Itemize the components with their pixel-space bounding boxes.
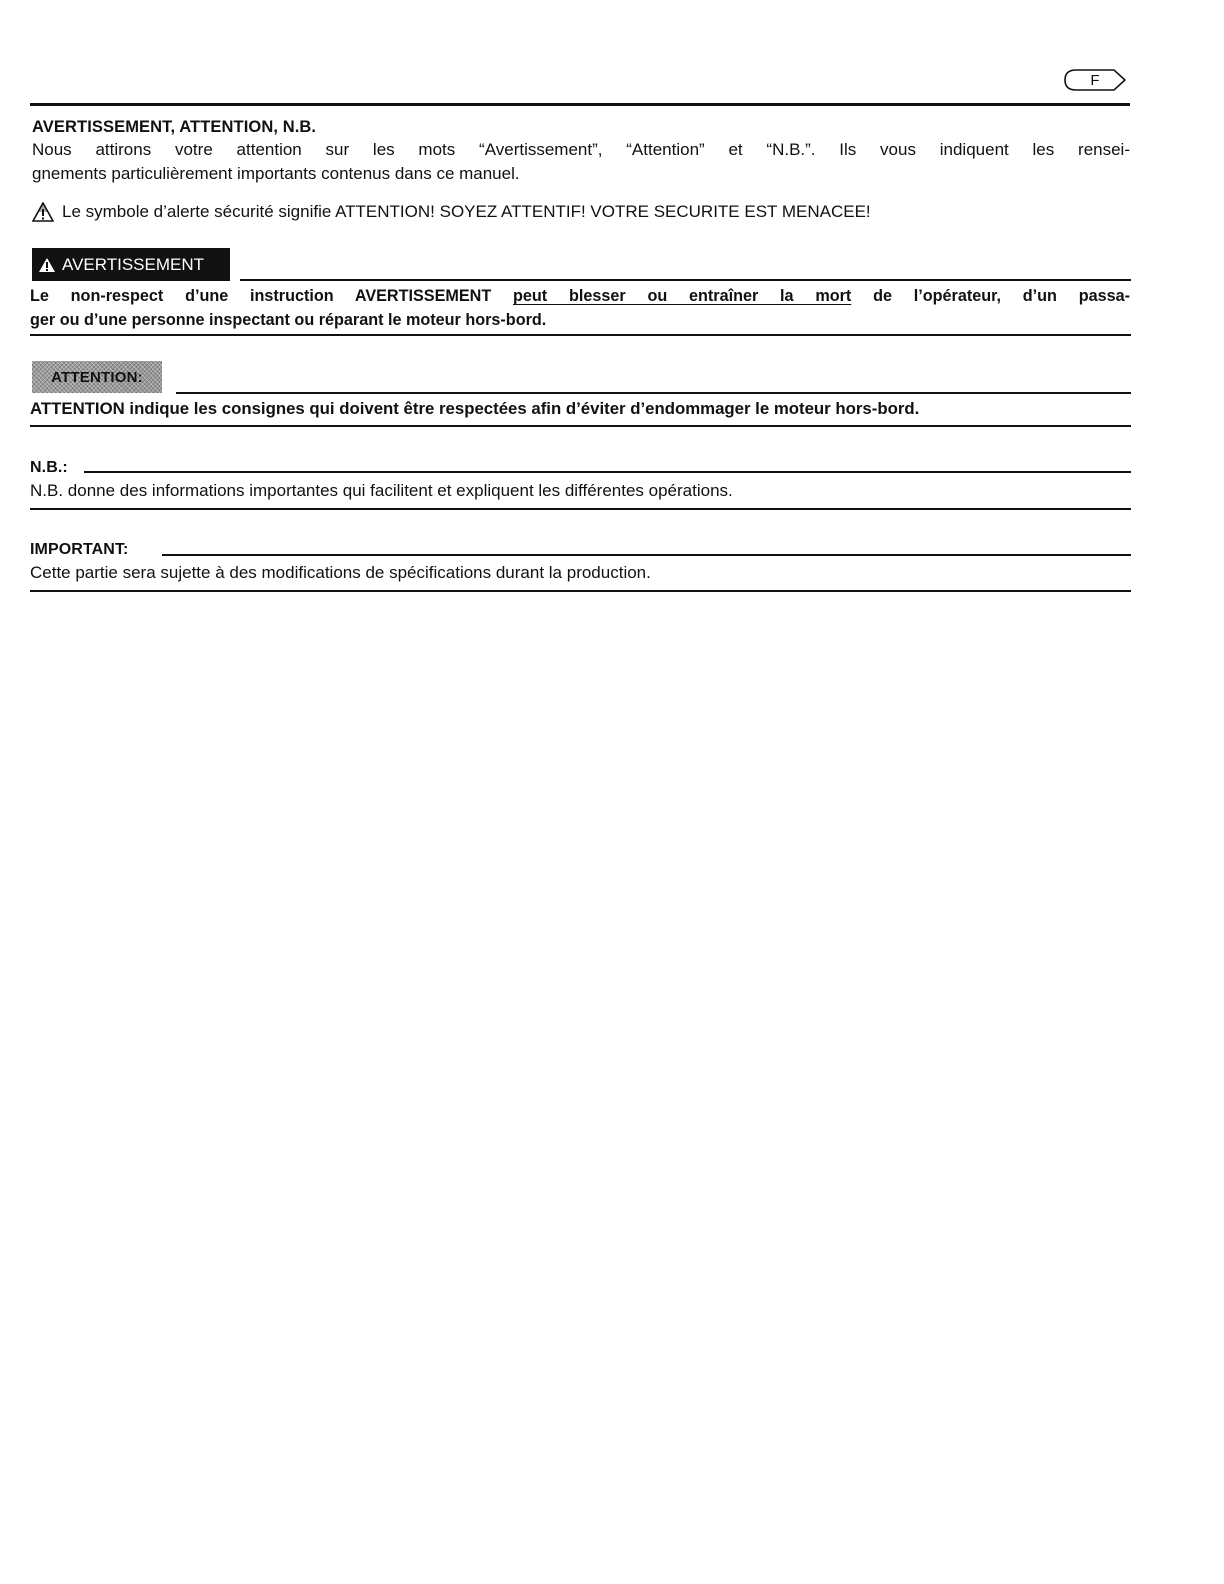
language-badge-icon [1064, 69, 1126, 91]
warning-triangle-icon [38, 257, 56, 273]
caution-label-text: ATTENTION: [51, 368, 143, 386]
warning-triangle-icon [32, 202, 54, 222]
intro-paragraph [32, 138, 1130, 186]
note-bottom-rule [30, 508, 1131, 510]
warning-text-line1 [30, 284, 1130, 308]
warning-text-line2: ger ou d’une personne inspectant ou réparant le moteur hors-bord. [30, 311, 547, 329]
warning-text-underlined: peut blesser ou entraîner la mort [513, 287, 852, 305]
note-text: N.B. donne des informations importantes qui facilitent et expliquent les différentes opérations. [30, 481, 733, 500]
important-label: IMPORTANT: [30, 541, 129, 558]
alert-symbol-text: Le symbole d’alerte sécurité signifie ATTENTION! SOYEZ ATTENTIF! VOTRE SECURITE EST MENACEE! [62, 202, 871, 221]
intro-paragraph-line2: gnements particulièrement importants contenus dans ce manuel. [32, 164, 520, 183]
important-bottom-rule [30, 590, 1131, 592]
top-rule [30, 103, 1130, 106]
important-text: Cette partie sera sujette à des modifications de spécifications durant la production. [30, 563, 651, 582]
caution-bottom-rule [30, 425, 1131, 427]
warning-text-before: Le non-respect d’une instruction AVERTISSEMENT [30, 287, 514, 305]
caution-text: ATTENTION indique les consignes qui doivent être respectées afin d’éviter d’endommager le moteur hors-bord. [30, 399, 920, 418]
note-label-rule [84, 471, 1131, 473]
language-badge [1064, 69, 1126, 91]
warning-bottom-rule [30, 334, 1131, 336]
note-label: N.B.: [30, 459, 68, 476]
language-badge-label: F [1090, 72, 1100, 89]
caution-label [32, 361, 162, 393]
warning-label [32, 248, 230, 281]
important-label-rule [162, 554, 1131, 556]
warning-text-after: de l’opérateur, d’un passa- [851, 287, 1131, 305]
alert-symbol-line [32, 200, 871, 224]
intro-paragraph-line1: Nous attirons votre attention sur les mots “Avertissement”, “Attention” et “N.B.”. Ils vous indiquent les rensei- [32, 140, 1130, 159]
warning-label-text: AVERTISSEMENT [62, 254, 205, 274]
caution-label-rule [176, 392, 1131, 394]
warning-label-rule [240, 279, 1131, 281]
intro-heading: AVERTISSEMENT, ATTENTION, N.B. [32, 118, 317, 136]
warning-text [30, 284, 1130, 332]
